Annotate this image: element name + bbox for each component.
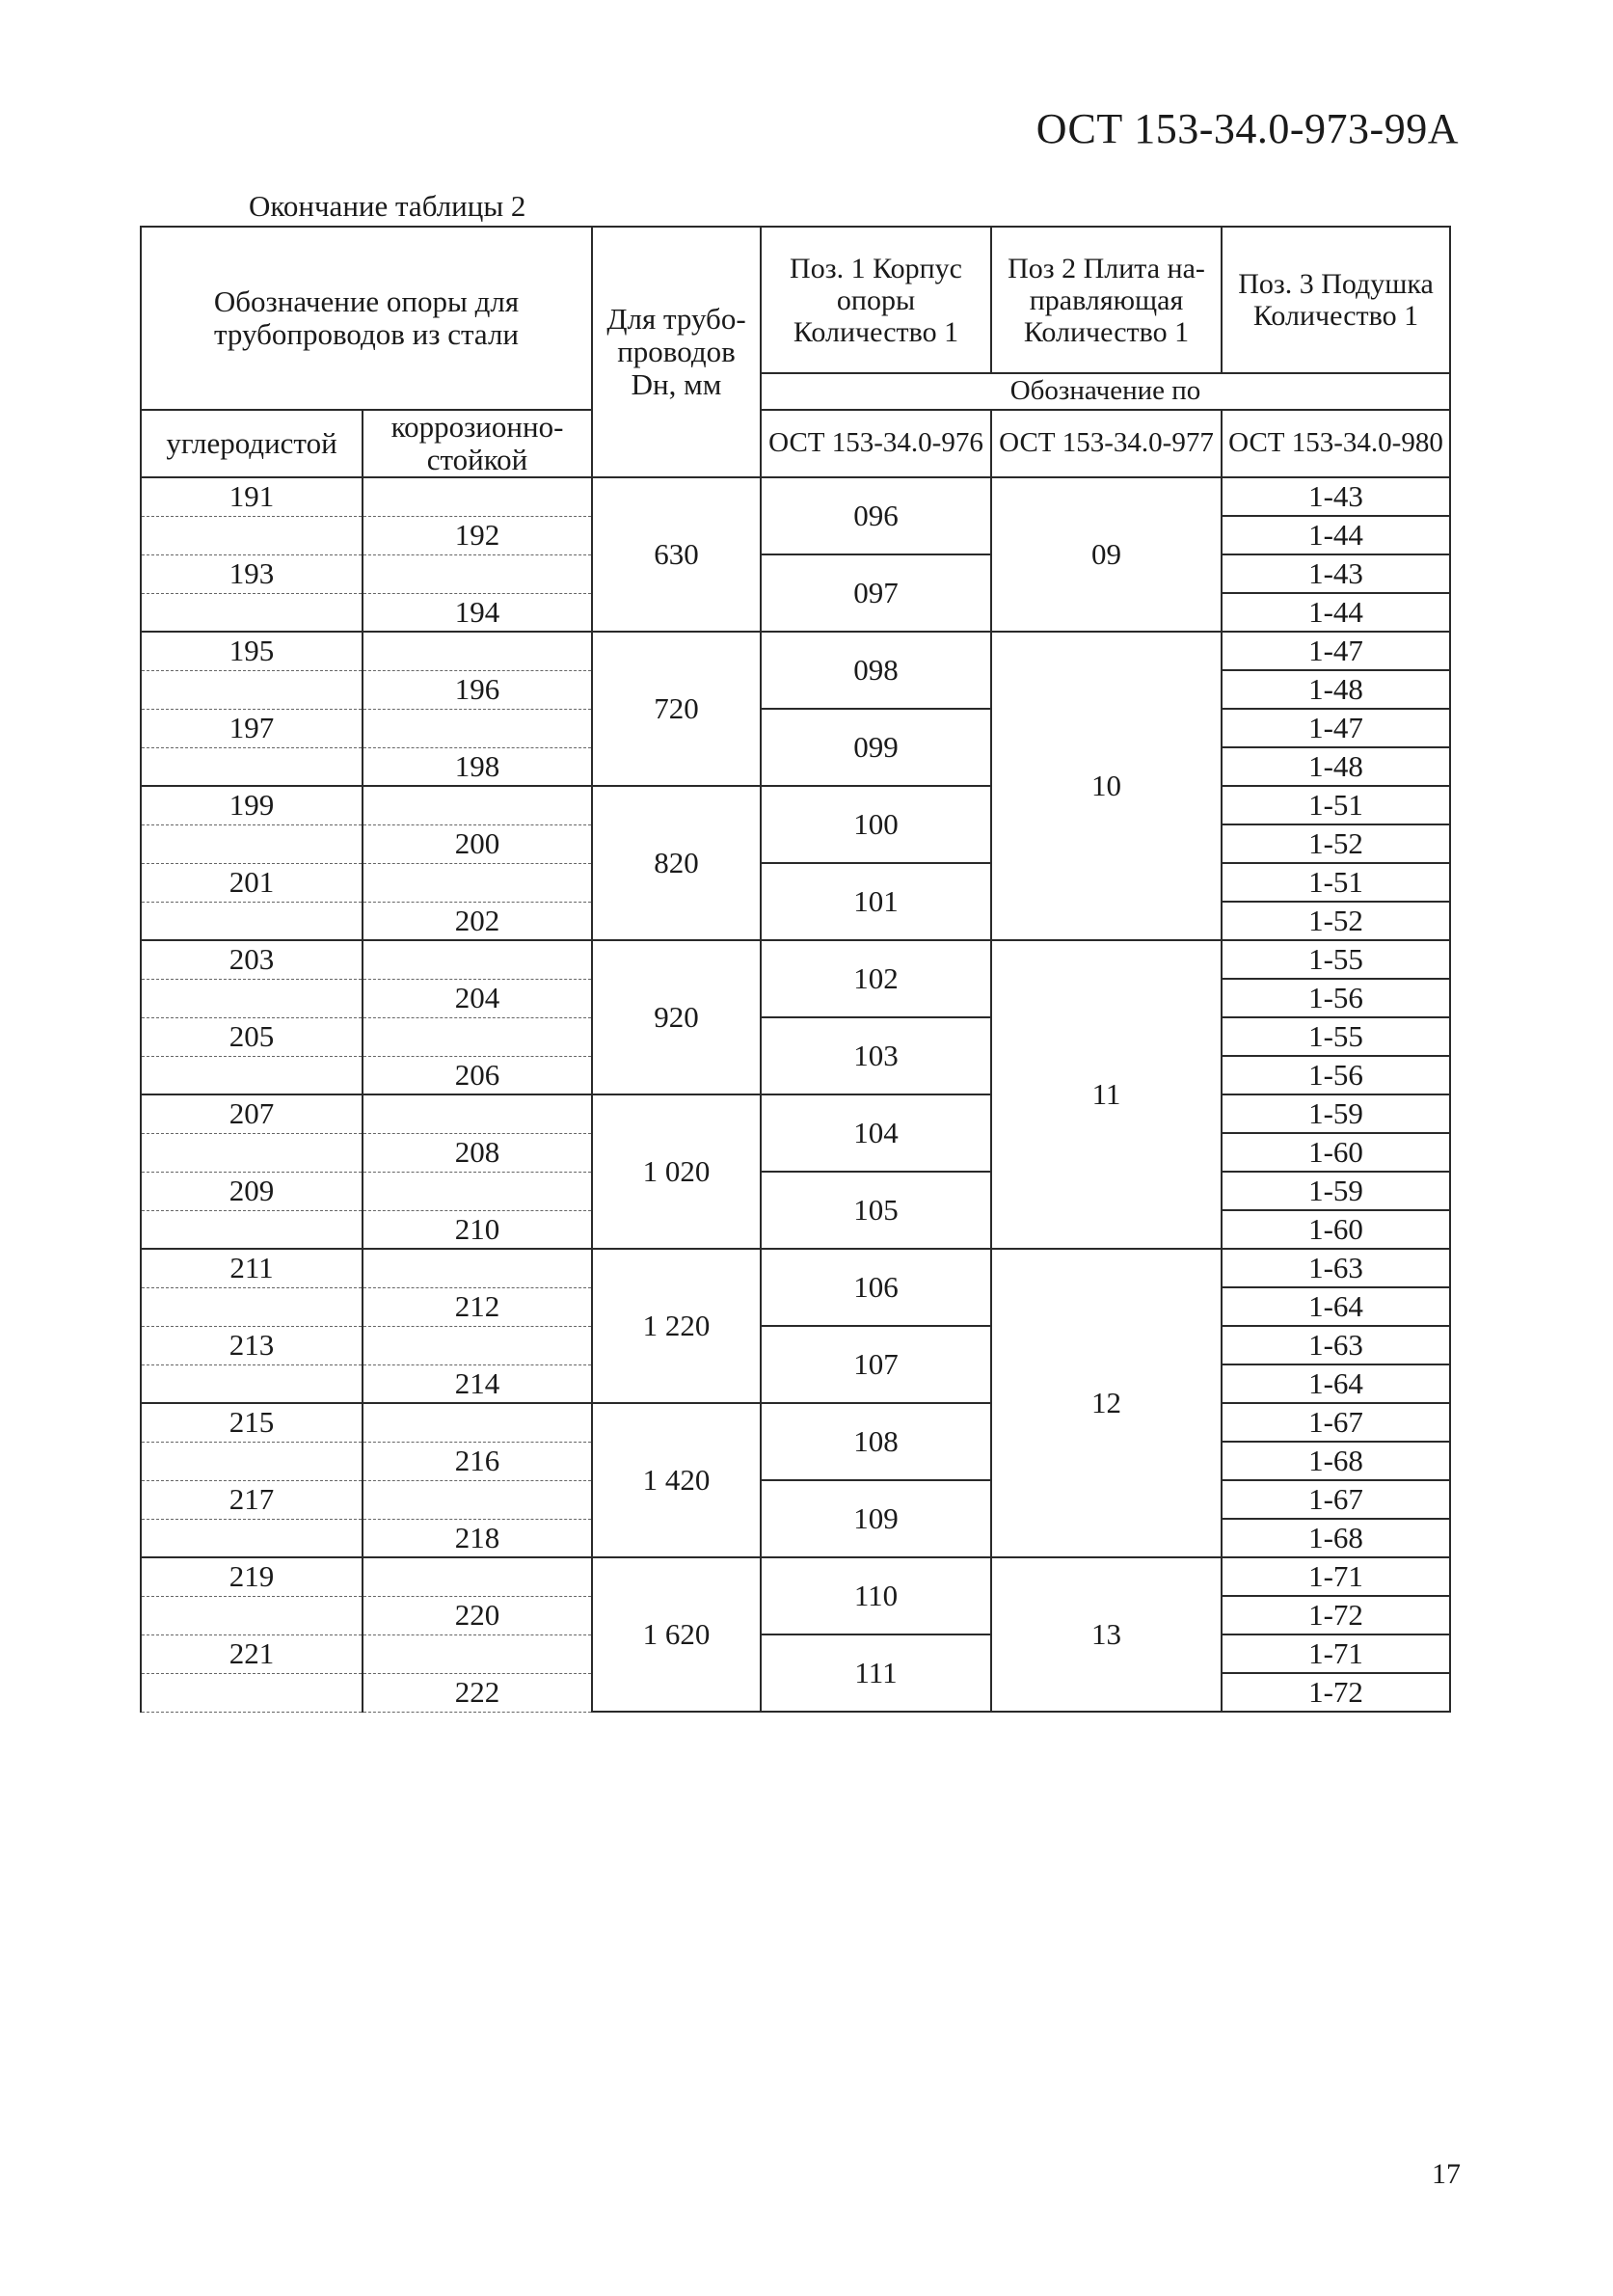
stainless-steel-cell: 198 [363,747,592,786]
stainless-steel-cell: 208 [363,1133,592,1172]
pos1-cell: 100 [761,786,991,863]
stainless-steel-cell: 220 [363,1596,592,1634]
pos1-cell: 111 [761,1634,991,1712]
stainless-steel-cell: 210 [363,1210,592,1249]
stainless-steel-cell [363,1480,592,1519]
pos1-cell: 098 [761,632,991,709]
pos3-cell: 1-52 [1222,902,1450,940]
stainless-steel-cell [363,1403,592,1442]
carbon-steel-cell: 207 [141,1094,363,1133]
table-row [141,1017,1450,1056]
header-pos3: Поз. 3 Подушка Количество 1 [1222,227,1450,373]
dn-cell: 1 220 [592,1249,761,1403]
header-row-steel-types [141,410,1450,477]
carbon-steel-cell [141,1287,363,1326]
carbon-steel-cell [141,1133,363,1172]
carbon-steel-cell: 215 [141,1403,363,1442]
pos3-cell: 1-72 [1222,1673,1450,1712]
pos3-cell: 1-47 [1222,709,1450,747]
pos3-cell: 1-55 [1222,1017,1450,1056]
dn-cell: 630 [592,477,761,632]
table-row [141,477,1450,516]
pos3-cell: 1-63 [1222,1249,1450,1287]
stainless-steel-cell: 202 [363,902,592,940]
pos3-cell: 1-48 [1222,747,1450,786]
pos3-cell: 1-51 [1222,786,1450,824]
header-designation: Обозначение опоры для трубопроводов из стали [141,227,592,410]
table-row [141,1172,1450,1210]
dn-cell: 720 [592,632,761,786]
pos3-cell: 1-44 [1222,593,1450,632]
document-code: ОСТ 153-34.0-973-99А [1035,105,1459,152]
stainless-steel-cell: 218 [363,1519,592,1557]
carbon-steel-cell: 201 [141,863,363,902]
carbon-steel-cell: 217 [141,1480,363,1519]
pos2-cell: 11 [991,940,1222,1249]
header-std2: ОСТ 153-34.0-977 [991,410,1222,477]
carbon-steel-cell [141,670,363,709]
pos3-cell: 1-43 [1222,477,1450,516]
stainless-steel-cell: 214 [363,1364,592,1403]
stainless-steel-cell: 192 [363,516,592,554]
pos3-cell: 1-67 [1222,1480,1450,1519]
stainless-steel-cell [363,863,592,902]
carbon-steel-cell [141,1210,363,1249]
stainless-steel-cell [363,786,592,824]
page-number: 17 [1432,2158,1461,2190]
carbon-steel-cell: 209 [141,1172,363,1210]
stainless-steel-cell: 222 [363,1673,592,1712]
carbon-steel-cell [141,824,363,863]
pos1-cell: 109 [761,1480,991,1557]
pos3-cell: 1-60 [1222,1133,1450,1172]
stainless-steel-cell [363,709,592,747]
pos3-cell: 1-43 [1222,554,1450,593]
header-stainless: коррозионно-стойкой [363,410,592,477]
table-row [141,1480,1450,1519]
carbon-steel-cell: 219 [141,1557,363,1596]
specification-table-container [140,226,1451,1713]
carbon-steel-cell [141,979,363,1017]
pos3-cell: 1-71 [1222,1557,1450,1596]
table-row [141,1634,1450,1673]
dn-cell: 1 020 [592,1094,761,1249]
pos1-cell: 106 [761,1249,991,1326]
pos3-cell: 1-68 [1222,1442,1450,1480]
pos3-cell: 1-47 [1222,632,1450,670]
dn-cell: 1 420 [592,1403,761,1557]
header-dn: Для трубо-проводов Dн, мм [592,227,761,477]
pos1-cell: 099 [761,709,991,786]
dn-cell: 920 [592,940,761,1094]
specification-table [140,226,1451,1713]
table-caption: Окончание таблицы 2 [249,189,526,223]
dn-cell: 820 [592,786,761,940]
table-row [141,1326,1450,1364]
stainless-steel-cell [363,1172,592,1210]
pos1-cell: 107 [761,1326,991,1403]
carbon-steel-cell: 221 [141,1634,363,1673]
pos3-cell: 1-55 [1222,940,1450,979]
pos1-cell: 104 [761,1094,991,1172]
header-std3: ОСТ 153-34.0-980 [1222,410,1450,477]
table-row [141,632,1450,670]
carbon-steel-cell [141,516,363,554]
carbon-steel-cell: 205 [141,1017,363,1056]
pos2-cell: 13 [991,1557,1222,1712]
stainless-steel-cell [363,940,592,979]
table-row [141,940,1450,979]
pos3-cell: 1-59 [1222,1172,1450,1210]
stainless-steel-cell: 194 [363,593,592,632]
dn-cell: 1 620 [592,1557,761,1712]
carbon-steel-cell: 211 [141,1249,363,1287]
stainless-steel-cell: 200 [363,824,592,863]
header-std1: ОСТ 153-34.0-976 [761,410,991,477]
header-carbon: углеродистой [141,410,363,477]
table-row [141,786,1450,824]
pos3-cell: 1-63 [1222,1326,1450,1364]
stainless-steel-cell: 216 [363,1442,592,1480]
carbon-steel-cell: 193 [141,554,363,593]
pos3-cell: 1-56 [1222,1056,1450,1094]
carbon-steel-cell [141,593,363,632]
pos1-cell: 105 [761,1172,991,1249]
carbon-steel-cell [141,1364,363,1403]
stainless-steel-cell [363,477,592,516]
pos2-cell: 12 [991,1249,1222,1557]
header-designation-by: Обозначение по [761,373,1450,410]
pos3-cell: 1-52 [1222,824,1450,863]
pos1-cell: 103 [761,1017,991,1094]
pos3-cell: 1-64 [1222,1364,1450,1403]
pos3-cell: 1-60 [1222,1210,1450,1249]
carbon-steel-cell [141,902,363,940]
header-pos2: Поз 2 Плита на-правляющая Количество 1 [991,227,1222,373]
carbon-steel-cell [141,1442,363,1480]
stainless-steel-cell: 212 [363,1287,592,1326]
pos3-cell: 1-64 [1222,1287,1450,1326]
stainless-steel-cell: 204 [363,979,592,1017]
pos3-cell: 1-51 [1222,863,1450,902]
pos3-cell: 1-68 [1222,1519,1450,1557]
pos3-cell: 1-56 [1222,979,1450,1017]
stainless-steel-cell [363,632,592,670]
stainless-steel-cell [363,554,592,593]
pos3-cell: 1-71 [1222,1634,1450,1673]
stainless-steel-cell [363,1634,592,1673]
pos3-cell: 1-67 [1222,1403,1450,1442]
pos3-cell: 1-48 [1222,670,1450,709]
carbon-steel-cell: 213 [141,1326,363,1364]
carbon-steel-cell: 191 [141,477,363,516]
table-row [141,554,1450,593]
carbon-steel-cell [141,1056,363,1094]
pos1-cell: 101 [761,863,991,940]
table-row [141,709,1450,747]
pos2-cell: 10 [991,632,1222,940]
stainless-steel-cell [363,1094,592,1133]
stainless-steel-cell [363,1326,592,1364]
table-row [141,1403,1450,1442]
table-row [141,863,1450,902]
table-row [141,1557,1450,1596]
carbon-steel-cell: 197 [141,709,363,747]
pos3-cell: 1-44 [1222,516,1450,554]
carbon-steel-cell [141,1673,363,1712]
carbon-steel-cell: 195 [141,632,363,670]
table-row [141,1094,1450,1133]
table-body [141,227,1450,1712]
pos1-cell: 110 [761,1557,991,1634]
pos3-cell: 1-59 [1222,1094,1450,1133]
pos1-cell: 096 [761,477,991,554]
stainless-steel-cell: 196 [363,670,592,709]
stainless-steel-cell: 206 [363,1056,592,1094]
table-row [141,1249,1450,1287]
carbon-steel-cell: 199 [141,786,363,824]
stainless-steel-cell [363,1249,592,1287]
pos1-cell: 108 [761,1403,991,1480]
pos1-cell: 097 [761,554,991,632]
carbon-steel-cell [141,747,363,786]
header-row [141,227,1450,373]
stainless-steel-cell [363,1557,592,1596]
carbon-steel-cell: 203 [141,940,363,979]
stainless-steel-cell [363,1017,592,1056]
carbon-steel-cell [141,1596,363,1634]
pos1-cell: 102 [761,940,991,1017]
pos3-cell: 1-72 [1222,1596,1450,1634]
pos2-cell: 09 [991,477,1222,632]
header-pos1: Поз. 1 Корпус опоры Количество 1 [761,227,991,373]
carbon-steel-cell [141,1519,363,1557]
